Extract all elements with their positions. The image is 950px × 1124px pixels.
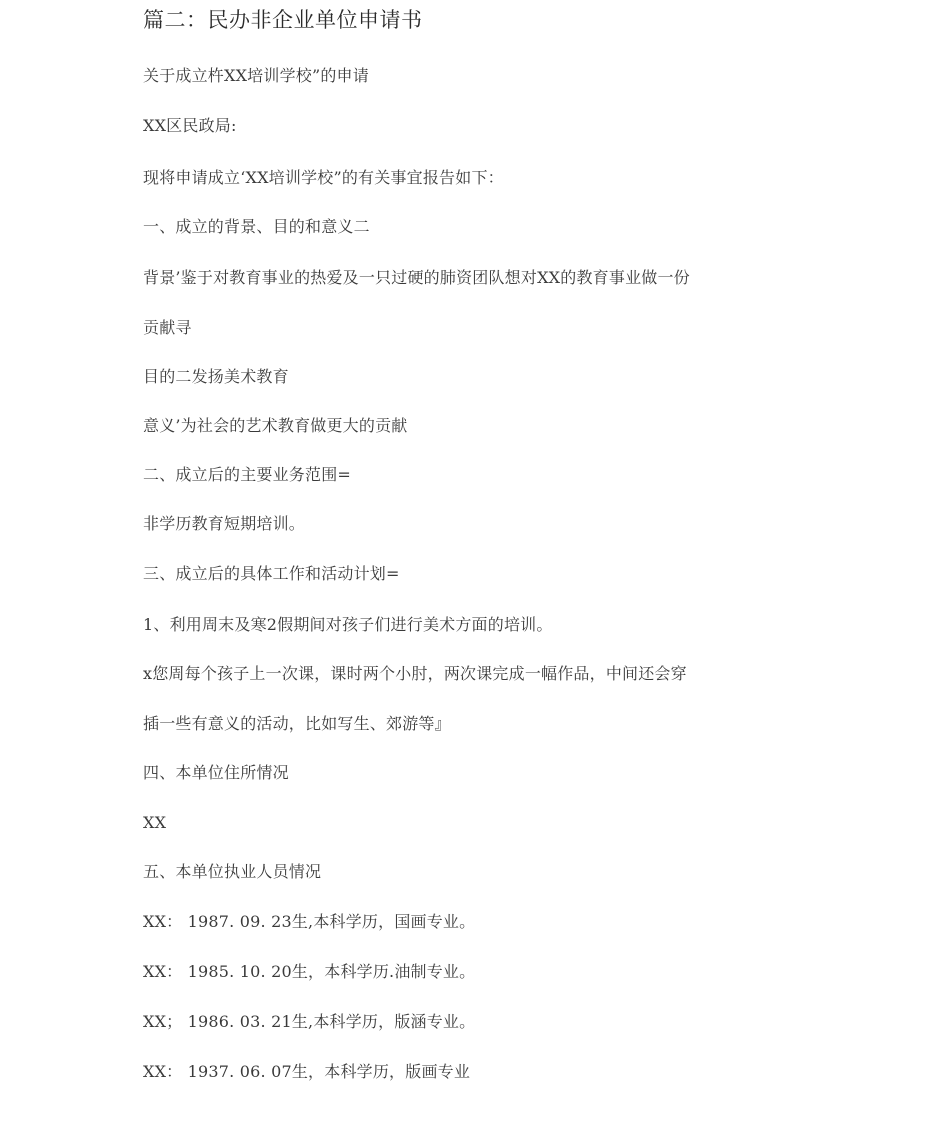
staff-line: XX： 1937. 06. 07生，本科学历，版画专业 — [143, 1062, 471, 1081]
background-paragraph-continuation: 贡献寻 — [143, 318, 192, 337]
purpose-line: 目的二发扬美术教育 — [143, 367, 289, 386]
section-heading-business-scope: 二、成立后的主要业务范围= — [143, 465, 352, 484]
staff-line: XX： 1987. 09. 23生,本科学历，国画专业。 — [143, 912, 476, 931]
section-heading-background: 一、成立的背景、目的和意义二 — [143, 217, 370, 236]
staff-line: XX： 1985. 10. 20生，本科学历.油制专业。 — [143, 962, 476, 981]
section-heading-residence: 四、本单位住所情况 — [143, 763, 289, 782]
intro-line: 现将申请成立‘XX培训学校”的有关事宜报告如下： — [143, 168, 504, 187]
residence-line: XX — [143, 813, 167, 832]
section-heading-activity-plan: 三、成立后的具体工作和活动计划= — [143, 564, 400, 583]
background-paragraph-line: 背景’鉴于对教育事业的热爱及一只过硬的肺资团队想对XX的教育事业做一份 — [143, 268, 690, 287]
activity-plan-paragraph-continuation: 插一些有意义的活动，比如写生、郊游等』 — [143, 714, 451, 733]
activity-plan-item: 1、利用周末及寒2假期间对孩子们进行美术方面的培训。 — [143, 615, 553, 634]
significance-line: 意义’为社会的艺术教育做更大的贡献 — [143, 416, 408, 435]
business-scope-line: 非学历教育短期培训。 — [143, 514, 306, 533]
section-heading-staff: 五、本单位执业人员情况 — [143, 862, 322, 881]
document-title: 篇二：民办非企业单位申请书 — [143, 8, 423, 32]
staff-line: XX； 1986. 03. 21生,本科学历，版涵专业。 — [143, 1012, 476, 1031]
application-subject-line: 关于成立杵XX培训学校”的申请 — [143, 66, 369, 85]
activity-plan-paragraph-line: x您周每个孩子上一次课，课时两个小肘，两次课完成一幅作品，中间还会穿 — [143, 664, 687, 683]
addressee-line: XX区民政局: — [143, 116, 237, 135]
